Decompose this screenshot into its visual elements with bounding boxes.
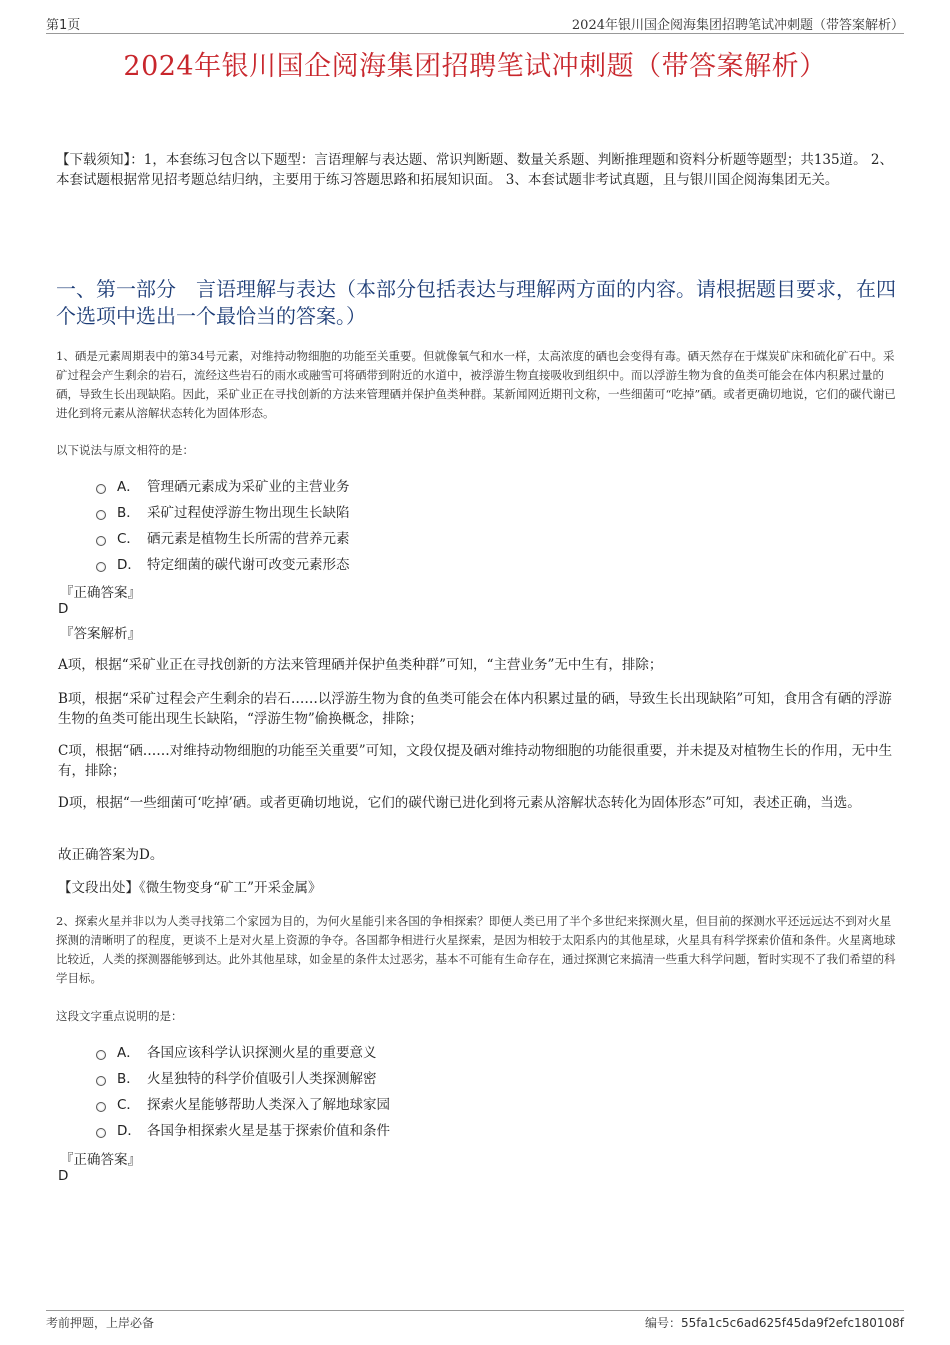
- download-notice: 【下载须知】：1，本套练习包含以下题型：言语理解与表达题、常识判断题、数量关系题、判断推理题和资料分析题等题型；共135道。 2、本套试题根据常见招考题总结归纳，主要用于练习答题思路和拓展知识面。 3、本套试题非考试真题，且与银川国企阅海集团无关。: [56, 152, 893, 188]
- question-1-text: 1、硒是元素周期表中的第34号元素，对维持动物细胞的功能至关重要。但就像氧气和水一样，太高浓度的硒也会变得有毒。硒天然存在于煤炭矿床和硫化矿石中。采矿过程会产生剩余的岩石，流经这些岩石的雨水或融雪可将硒带到附近的水道中，被浮游生物直接吸收到组织中。而以浮游生物为食的鱼类可能会在体内积累过量的硒，导致生长出现缺陷。因此，采矿业正在寻找创新的方法来管理硒并保护鱼类种群。某新闻网近期刊文称，一些细菌可“吃掉”硒。或者更确切地说，它们的碳代谢已进化到将元素从溶解状态转化为固体形态。: [56, 349, 896, 420]
- question-2-prompt: 这段文字重点说明的是：: [56, 1009, 183, 1023]
- q2-answer-label: 『正确答案』: [60, 1152, 141, 1168]
- footer-code-label: 编号：: [644, 1316, 681, 1330]
- q2-option-d[interactable]: [96, 1118, 390, 1140]
- q1-analysis-c: C项，根据“硒……对维持动物细胞的功能至关重要”可知，文段仅提及硒对维持动物细胞的功能很重要，并未提及对植物生长的作用，无中生有，排除；: [58, 743, 893, 779]
- radio-icon[interactable]: [96, 1076, 106, 1086]
- header-doc-title: 2024年银川国企阅海集团招聘笔试冲刺题（带答案解析）: [571, 18, 904, 33]
- radio-icon[interactable]: [96, 562, 106, 572]
- q1-source: 【文段出处】《微生物变身“矿工”开采金属》: [58, 880, 322, 896]
- option-letter: D．: [117, 1123, 141, 1139]
- q1-option-c[interactable]: [96, 526, 350, 548]
- q1-answer-label: 『正确答案』: [60, 585, 141, 601]
- q1-answer: D: [58, 601, 69, 617]
- q1-analysis-label: 『答案解析』: [60, 626, 141, 642]
- question-1-prompt: 以下说法与原文相符的是：: [56, 443, 194, 457]
- page-number: 第1页: [46, 18, 81, 33]
- q2-answer: D: [58, 1168, 69, 1184]
- option-letter: A．: [117, 479, 140, 495]
- option-text: 特定细菌的碳代谢可改变元素形态: [147, 557, 350, 573]
- q2-option-c[interactable]: [96, 1092, 390, 1114]
- option-letter: B．: [117, 505, 140, 521]
- option-text: 各国应该科学认识探测火星的重要意义: [147, 1045, 377, 1061]
- q1-option-d[interactable]: [96, 552, 350, 574]
- option-text: 采矿过程使浮游生物出现生长缺陷: [147, 505, 350, 521]
- q1-analysis-b: B项，根据“采矿过程会产生剩余的岩石……以浮游生物为食的鱼类可能会在体内积累过量的硒，导致生长出现缺陷”可知，食用含有硒的浮游生物的鱼类可能出现生长缺陷，“浮游生物”偷换概念，排除；: [58, 691, 892, 727]
- radio-icon[interactable]: [96, 536, 106, 546]
- q1-option-b[interactable]: [96, 500, 350, 522]
- q1-option-a[interactable]: [96, 474, 350, 496]
- option-letter: C．: [117, 1097, 140, 1113]
- q2-option-b[interactable]: [96, 1066, 377, 1088]
- option-text: 火星独特的科学价值吸引人类探测解密: [147, 1071, 377, 1087]
- header-divider: [46, 33, 904, 34]
- option-letter: C．: [117, 531, 140, 547]
- option-letter: D．: [117, 557, 141, 573]
- option-letter: B．: [117, 1071, 140, 1087]
- footer-code-value: 55fa1c5c6ad625f45da9f2efc180108f: [680, 1316, 904, 1330]
- radio-icon[interactable]: [96, 510, 106, 520]
- q1-analysis-a: A项，根据“采矿业正在寻找创新的方法来管理硒并保护鱼类种群”可知，“主营业务”无中生有，排除；: [58, 657, 663, 673]
- footer-divider: [46, 1310, 904, 1311]
- page-title: 2024年银川国企阅海集团招聘笔试冲刺题（带答案解析）: [123, 51, 827, 82]
- q1-conclusion: 故正确答案为D。: [58, 847, 164, 863]
- radio-icon[interactable]: [96, 1050, 106, 1060]
- question-2-text: 2、探索火星并非以为人类寻找第二个家园为目的，为何火星能引来各国的争相探索？即便人类已用了半个多世纪来探测火星，但目前的探测水平还远远达不到对火星探测的清晰明了的程度，更谈不上是对火星上资源的争夺。各国都争相进行火星探索，是因为相较于太阳系内的其他星球，火星具有科学探索价值和条件。火星离地球比较近，人类的探测器能够到达。此外其他星球，如金星的条件太过恶劣，基本不可能有生命存在，通过探测它来搞清一些重大科学问题，暂时实现不了我们希望的科学目标。: [56, 914, 896, 985]
- q1-analysis-d: D项，根据“一些细菌可‘吃掉’硒。或者更确切地说，它们的碳代谢已进化到将元素从溶解状态转化为固体形态”可知，表述正确，当选。: [58, 795, 861, 811]
- footer-slogan: 考前押题，上岸必备: [46, 1316, 155, 1330]
- option-letter: A．: [117, 1045, 140, 1061]
- option-text: 探索火星能够帮助人类深入了解地球家园: [147, 1097, 390, 1113]
- radio-icon[interactable]: [96, 1128, 106, 1138]
- option-text: 硒元素是植物生长所需的营养元素: [147, 531, 350, 547]
- option-text: 各国争相探索火星是基于探索价值和条件: [147, 1123, 390, 1139]
- radio-icon[interactable]: [96, 484, 106, 494]
- section-heading: 一、第一部分 言语理解与表达（本部分包括表达与理解两方面的内容。请根据题目要求，在四个选项中选出一个最恰当的答案。）: [56, 277, 896, 328]
- radio-icon[interactable]: [96, 1102, 106, 1112]
- footer-code: [645, 1314, 904, 1331]
- q2-option-a[interactable]: [96, 1040, 377, 1062]
- option-text: 管理硒元素成为采矿业的主营业务: [147, 479, 350, 495]
